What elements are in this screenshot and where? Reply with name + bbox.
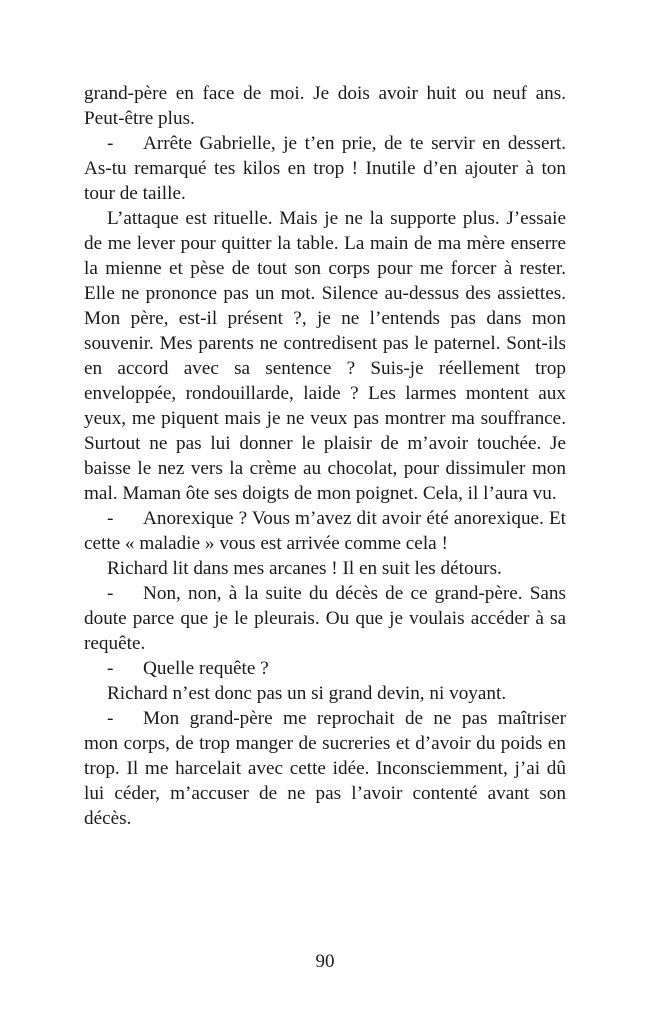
dialogue-dash: - — [107, 508, 114, 529]
paragraph-text: Richard lit dans mes arcanes ! Il en suit les détours. — [107, 558, 502, 579]
paragraph-text: Arrête Gabrielle, je t’en prie, de te servir en dessert. As-tu remarqué tes kilos en trop ! Inutile d’en ajouter à ton tour de taille. — [84, 133, 566, 204]
paragraph-3 — [84, 206, 566, 506]
page-body — [84, 81, 566, 831]
dialogue-dash: - — [107, 133, 114, 154]
paragraph-text: L’attaque est rituelle. Mais je ne la supporte plus. J’essaie de me lever pour quitter la table. La main de ma mère enserre la mienne et pèse de tout son corps pour me forcer à rester. Elle ne prononce pas un mot. Silence au-dessus des assiettes. Mon père, est-il présent ?, je ne l’entends pas dans mon souvenir. Mes parents ne contredisent pas le paternel. Sont-ils en accord avec sa sentence ? Suis-je réellement trop enveloppée, rondouillarde, laide ? Les larmes montent aux yeux, me piquent mais je ne veux pas montrer ma souffrance. Surtout ne pas lui donner le plaisir de m’avoir touchée. Je baisse le nez vers la crème au chocolat, pour dissimuler mon mal. Maman ôte ses doigts de mon poignet. Cela, il l’aura vu. — [84, 208, 566, 504]
paragraph-1 — [84, 81, 566, 131]
paragraph-6-dialogue — [84, 581, 566, 656]
paragraph-text: Non, non, à la suite du décès de ce grand-père. Sans doute parce que je le pleurais. Ou que je voulais accéder à sa requête. — [84, 583, 566, 654]
paragraph-4-dialogue — [84, 506, 566, 556]
paragraph-text: grand-père en face de moi. Je dois avoir huit ou neuf ans. Peut-être plus. — [84, 83, 566, 129]
paragraph-text: Mon grand-père me reprochait de ne pas maîtriser mon corps, de trop manger de sucreries et d’avoir du poids en trop. Il me harcelait avec cette idée. Inconsciemment, j’ai dû lui céder, m’accuser de ne pas l’avoir contenté avant son décès. — [84, 708, 566, 829]
dialogue-dash: - — [107, 658, 114, 679]
paragraph-text: Anorexique ? Vous m’avez dit avoir été anorexique. Et cette « maladie » vous est arrivée comme cela ! — [84, 508, 566, 554]
page-number: 90 — [315, 951, 335, 972]
paragraph-9-dialogue — [84, 706, 566, 831]
dialogue-dash: - — [107, 583, 114, 604]
paragraph-5 — [84, 556, 566, 581]
dialogue-dash: - — [107, 708, 114, 729]
paragraph-7-dialogue — [84, 656, 566, 681]
paragraph-2-dialogue — [84, 131, 566, 206]
paragraph-8 — [84, 681, 566, 706]
paragraph-text: Richard n’est donc pas un si grand devin, ni voyant. — [107, 683, 507, 704]
paragraph-text: Quelle requête ? — [143, 658, 269, 679]
